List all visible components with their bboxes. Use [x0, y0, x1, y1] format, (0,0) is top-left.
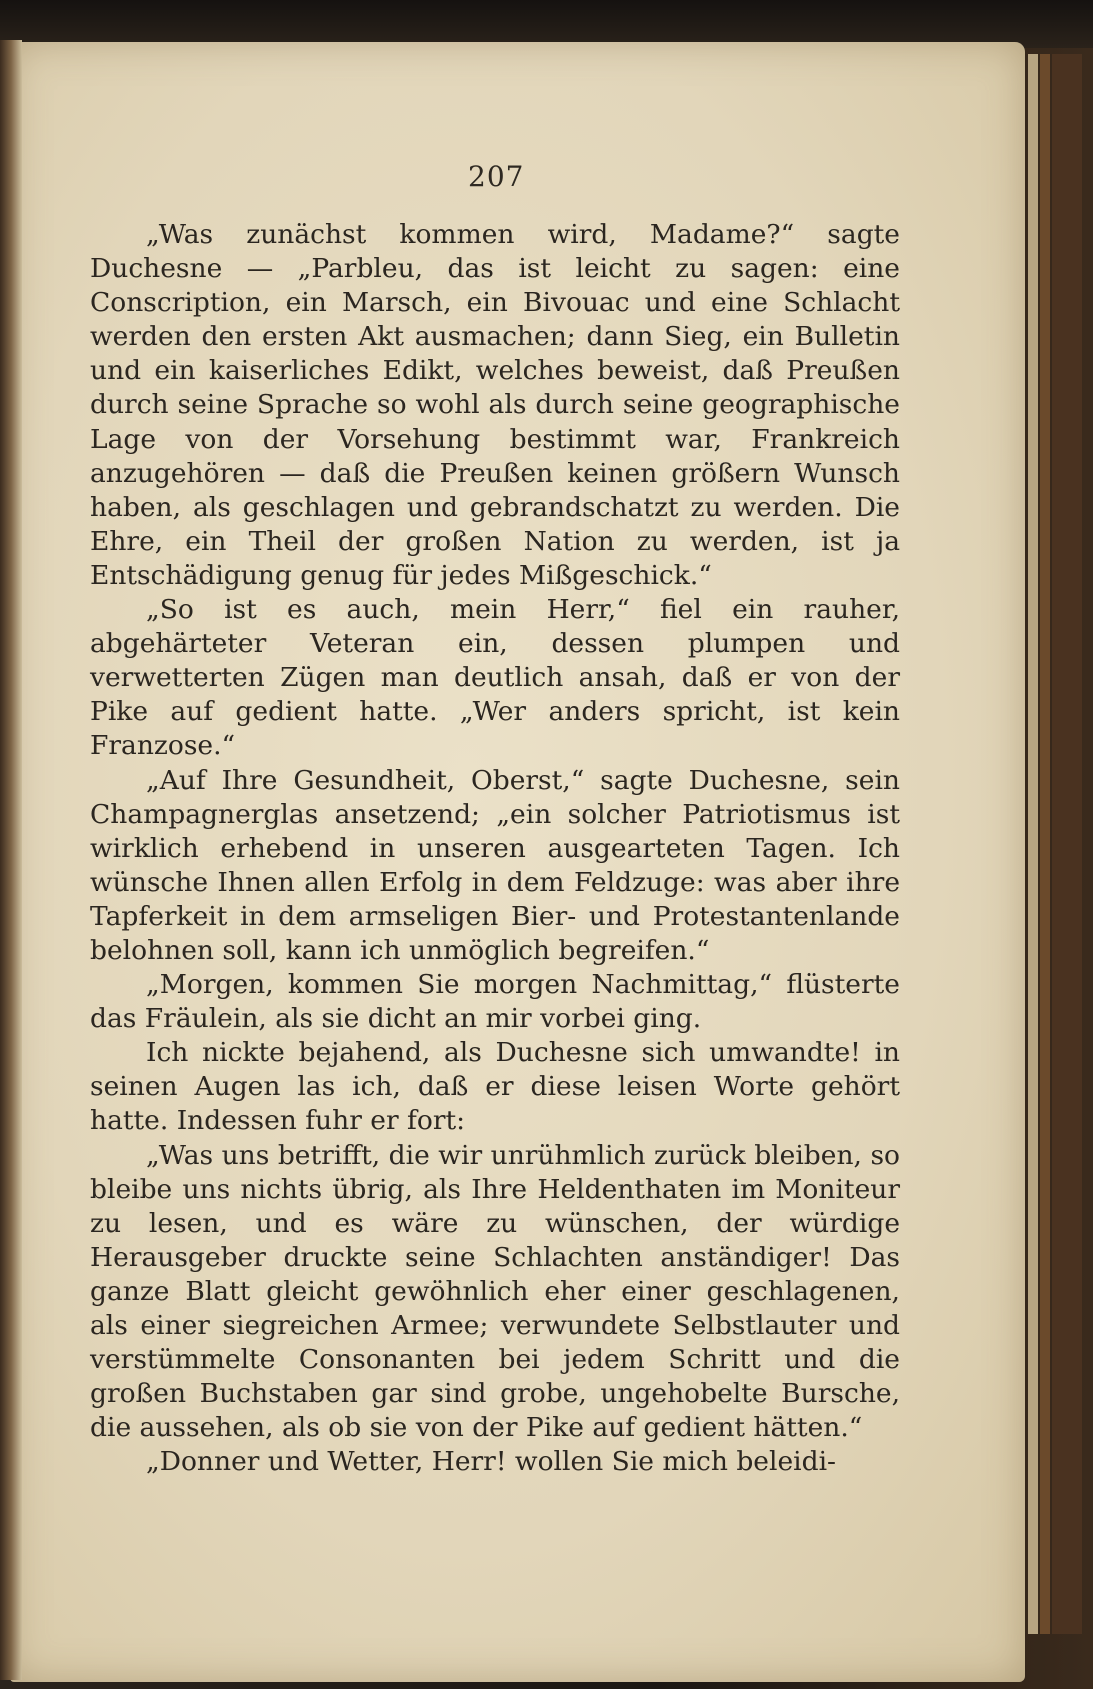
scan-background-top — [0, 0, 1093, 48]
paper-page — [10, 42, 1025, 1682]
body-text — [90, 218, 900, 1479]
paragraph-6: „Was uns betrifft, die wir unrühmlich zurück bleiben, so bleibe uns nichts übrig, als Ihre Heldenthaten im Moniteur zu lesen, und es wäre zu wünschen, der würdige Herausgeber druckte seine Schlachten anständiger! Das ganze Blatt gleicht gewöhnlich eher einer geschlagenen, als einer siegreichen Armee; verwundete Selbstlauter und verstümmelte Consonanten bei jedem Schritt und die großen Buchstaben gar sind grobe, ungehobelte Bursche, die aussehen, als ob sie von der Pike auf gedient hätten.“ — [90, 1139, 900, 1444]
paragraph-2: „So ist es auch, mein Herr,“ fiel ein rauher, abgehärteter Veteran ein, dessen plumpen und verwetterten Zügen man deutlich ansah, daß er von der Pike auf gedient hatte. „Wer anders spricht, ist kein Franzose.“ — [90, 594, 900, 762]
paragraph-3: „Auf Ihre Gesundheit, Oberst,“ sagte Duchesne, sein Champagnerglas ansetzend; „ein solcher Patriotismus ist wirklich erhebend in unseren ausgearteten Tagen. Ich wünsche Ihnen allen Erfolg in dem Feldzuge: was aber ihre Tapferkeit in dem armseligen Bier- und Protestantenlande belohnen soll, kann ich unmöglich begreifen.“ — [90, 764, 900, 966]
book-binding-left — [0, 40, 22, 1680]
page-stack-edge — [1028, 54, 1038, 1634]
page-number: 207 — [468, 160, 525, 193]
paragraph-1: „Was zunächst kommen wird, Madame?“ sagte Duchesne — „Parbleu, das ist leicht zu sagen: eine Conscription, ein Marsch, ein Bivouac und eine Schlacht werden den ersten Akt ausmachen; dann Sieg, ein Bulletin und ein kaiserliches Edikt, welches beweist, daß Preußen durch seine Sprache so wohl als durch seine geographische Lage von der Vorsehung bestimmt war, Frankreich anzugehören — daß die Preußen keinen größern Wunsch haben, als geschlagen und gebrandschatzt zu werden. Die Ehre, ein Theil der großen Nation zu werden, ist ja Entschädigung genug für jedes Mißgeschick.“ — [90, 219, 900, 591]
paragraph-5: Ich nickte bejahend, als Duchesne sich umwandte! in seinen Augen las ich, daß er diese leisen Worte gehört hatte. Indessen fuhr er fort: — [90, 1037, 900, 1137]
paragraph-7: „Donner und Wetter, Herr! wollen Sie mich beleidi- — [146, 1446, 837, 1478]
paragraph-4: „Morgen, kommen Sie morgen Nachmittag,“ flüsterte das Fräulein, als sie dicht an mir vorbei ging. — [90, 969, 900, 1035]
book-cover-edge — [1040, 54, 1050, 1634]
book-cover-back — [1052, 54, 1082, 1634]
